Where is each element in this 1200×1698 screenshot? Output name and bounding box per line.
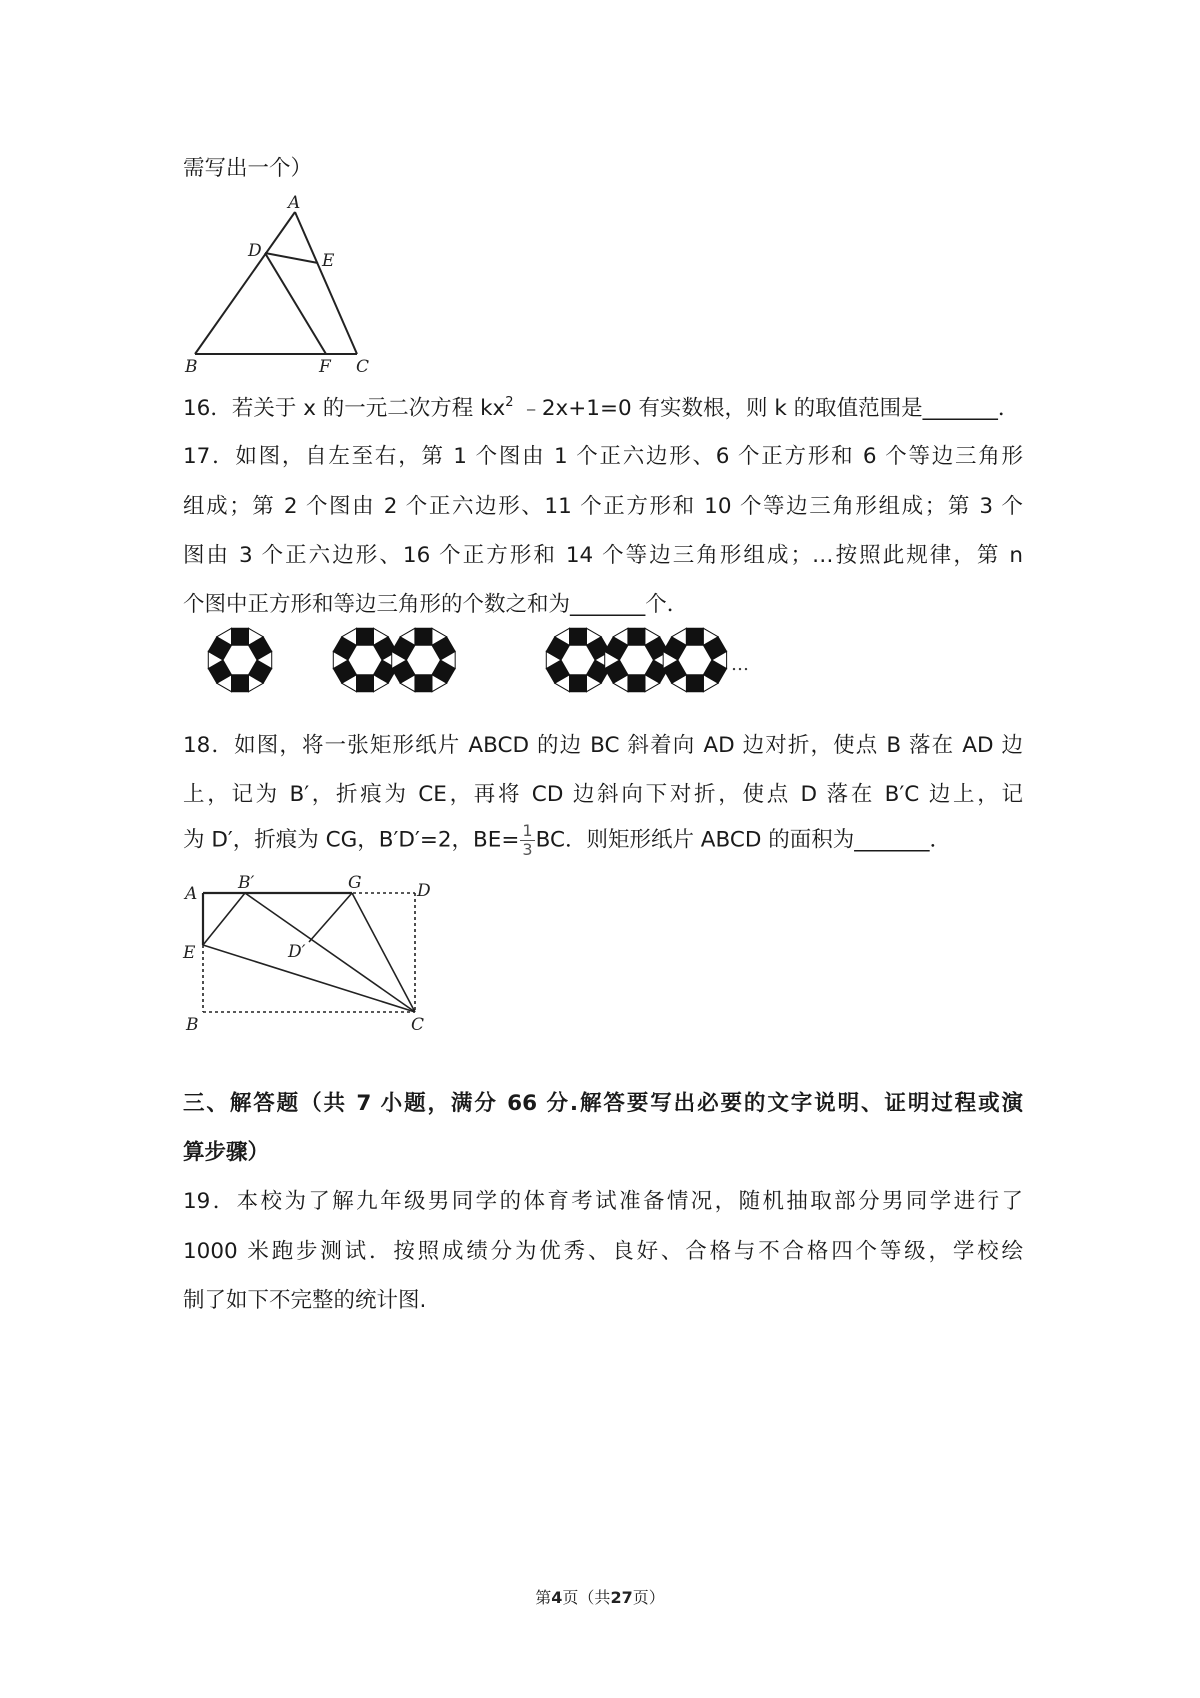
triangle-tile	[208, 652, 223, 669]
section-3-heading-line-1: 三、解答题（共 7 小题，满分 66 分.解答要写出必要的文字说明、证明过程或演	[183, 1091, 1023, 1116]
triangle-tile	[712, 652, 727, 669]
square-tile	[333, 637, 356, 660]
square-tile	[546, 660, 569, 683]
label-A: A	[288, 193, 301, 213]
triangle-tile	[595, 652, 610, 669]
page-footer	[0, 1585, 1200, 1608]
triangle-tile	[613, 628, 628, 645]
triangle-tile	[333, 652, 348, 669]
q18-line-3	[183, 823, 951, 858]
square-tile	[249, 660, 272, 683]
triangle-tile	[392, 652, 407, 669]
triangle-tile	[613, 675, 628, 692]
triangle-tile	[432, 675, 447, 692]
square-tile	[333, 660, 356, 683]
triangle-tile	[217, 628, 232, 645]
label-D: D	[248, 241, 262, 261]
hexagon-tile	[619, 645, 653, 674]
fraction-one-third	[520, 823, 534, 858]
footer-prefix: 第	[535, 1588, 552, 1607]
q16-prefix: 16．若关于 x 的一元二次方程 kx	[183, 396, 506, 421]
q18-line-1: 18．如图，将一张矩形纸片 ABCD 的边 BC 斜着向 AD 边对折，使点 B 落在 AD 边	[183, 733, 1023, 758]
square-tile	[605, 637, 628, 660]
square-tile	[232, 675, 249, 692]
triangle-tile	[663, 652, 678, 669]
label-B: B	[185, 357, 198, 377]
q19-line-2: 1000 米跑步测试．按照成绩分为优秀、良好、合格与不合格四个等级，学校绘	[183, 1239, 1023, 1264]
q19-line-1: 19．本校为了解九年级男同学的体育考试准备情况，随机抽取部分男同学进行了	[183, 1189, 1023, 1214]
footer-middle: 页（共	[562, 1588, 611, 1607]
q16-suffix: ﹣2x+1=0 有实数根，则 k 的取值范围是_______．	[513, 396, 1020, 421]
q18-line-3-start: 为 D′，折痕为 CG，B′D′=2，BE=	[183, 827, 520, 853]
square-tile	[663, 637, 686, 660]
square-tile	[249, 637, 272, 660]
label-G: G	[348, 873, 362, 893]
triangle-tile	[555, 628, 570, 645]
triangle-tile	[672, 628, 687, 645]
q19-line-3: 制了如下不完整的统计图.	[183, 1288, 427, 1313]
triangle-tile	[645, 675, 660, 692]
square-tile	[392, 660, 415, 683]
label-B: B	[186, 1015, 199, 1035]
triangle-tile	[400, 675, 415, 692]
square-tile	[432, 660, 455, 683]
label-A: A	[185, 884, 198, 904]
triangle-tile	[249, 628, 264, 645]
square-tile	[645, 660, 668, 683]
triangle-tile	[374, 628, 389, 645]
triangle-tile	[546, 652, 561, 669]
square-tile	[628, 628, 645, 645]
label-B-prime: B′	[238, 873, 255, 893]
square-tile	[546, 637, 569, 660]
triangle-tile	[374, 675, 389, 692]
footer-page-number: 4	[551, 1588, 563, 1607]
square-tile	[208, 660, 231, 683]
square-tile	[570, 628, 587, 645]
square-tile	[570, 675, 587, 692]
q17-line-1: 17．如图，自左至右，第 1 个图由 1 个正六边形、6 个正方形和 6 个等边三角形	[183, 444, 1023, 469]
q18-line-3-end: BC．则矩形纸片 ABCD 的面积为_______．	[535, 827, 952, 853]
square-tile	[645, 637, 668, 660]
triangle-tile	[342, 675, 357, 692]
square-tile	[374, 637, 397, 660]
triangle-tile	[653, 652, 668, 669]
square-tile	[392, 637, 415, 660]
square-tile	[415, 675, 432, 692]
triangle-tile	[555, 675, 570, 692]
section-3-heading-line-2: 算步骤）	[183, 1140, 270, 1165]
triangle-tile	[672, 675, 687, 692]
square-tile	[232, 628, 249, 645]
triangle-tile	[703, 628, 718, 645]
label-D-prime: D′	[288, 942, 306, 962]
hexagon-tile	[223, 645, 257, 674]
square-tile	[415, 628, 432, 645]
hexagon-tile	[678, 645, 712, 674]
square-tile	[587, 660, 610, 683]
square-tile	[605, 660, 628, 683]
footer-total-pages: 27	[610, 1588, 633, 1607]
label-C: C	[411, 1015, 425, 1035]
square-tile	[357, 675, 374, 692]
triangle-tile	[645, 628, 660, 645]
square-tile	[357, 628, 374, 645]
label-D: D	[417, 881, 431, 901]
q17-line-4: 个图中正方形和等边三角形的个数之和为_______个．	[183, 592, 689, 617]
triangle-tile	[342, 628, 357, 645]
square-tile	[703, 660, 726, 683]
triangle-tile	[432, 628, 447, 645]
q17-line-2: 组成；第 2 个图由 2 个正六边形、11 个正方形和 10 个等边三角形组成；第 3 个	[183, 494, 1023, 519]
label-E: E	[322, 251, 335, 271]
q15-tail: 需写出一个）	[183, 156, 313, 181]
label-F: F	[319, 357, 331, 377]
q17-line-3: 图由 3 个正六边形、16 个正方形和 14 个等边三角形组成；…按照此规律，第 n	[183, 543, 1023, 568]
square-tile	[374, 660, 397, 683]
q16-text	[183, 395, 1020, 421]
square-tile	[686, 628, 703, 645]
square-tile	[587, 637, 610, 660]
label-C: C	[356, 357, 370, 377]
triangle-tile	[400, 628, 415, 645]
square-tile	[208, 637, 231, 660]
hexagon-tile	[561, 645, 595, 674]
q16-exponent: 2	[505, 395, 514, 410]
square-tile	[628, 675, 645, 692]
triangle-tile	[703, 675, 718, 692]
triangle-tile	[587, 628, 602, 645]
square-tile	[703, 637, 726, 660]
fraction-denominator: 3	[522, 840, 533, 859]
square-tile	[663, 660, 686, 683]
triangle-tile	[440, 652, 455, 669]
footer-suffix: 页）	[632, 1588, 665, 1607]
hexagon-tile	[348, 645, 382, 674]
triangle-tile	[217, 675, 232, 692]
triangle-tile	[249, 675, 264, 692]
hexagon-tile	[406, 645, 440, 674]
square-tile	[432, 637, 455, 660]
triangle-tile	[257, 652, 272, 669]
square-tile	[686, 675, 703, 692]
label-E: E	[183, 943, 196, 963]
triangle-tile	[605, 652, 620, 669]
triangle-tile	[587, 675, 602, 692]
triangle-tile	[382, 652, 397, 669]
pattern-ellipsis: …	[731, 654, 749, 675]
q18-line-2: 上，记为 B′，折痕为 CE，再将 CD 边斜向下对折，使点 D 落在 B′C 边上，记	[183, 782, 1023, 807]
fraction-numerator: 1	[522, 821, 533, 840]
